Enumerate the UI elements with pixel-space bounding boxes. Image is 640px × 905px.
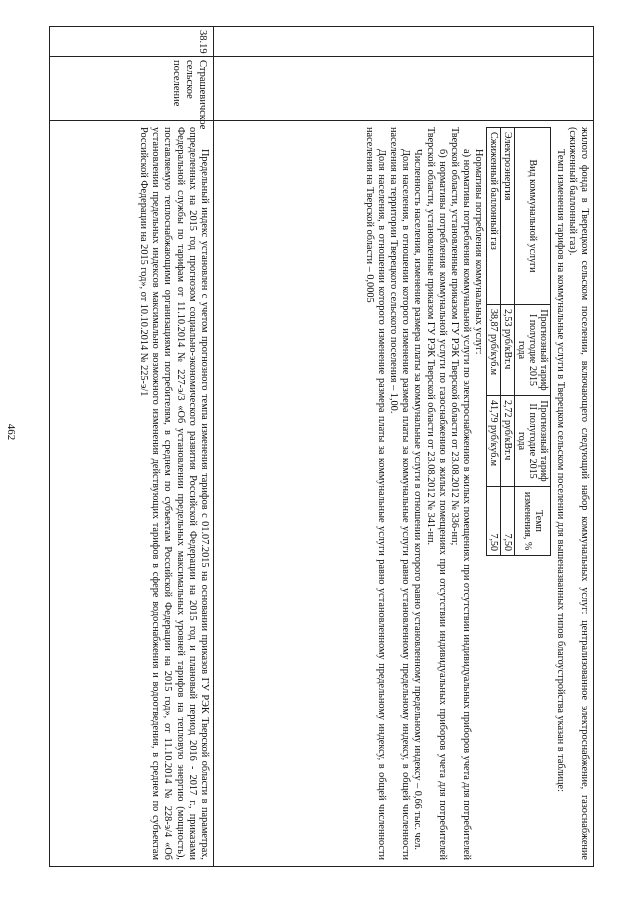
tariff-header-row	[515, 128, 551, 556]
tariff-row	[487, 128, 501, 556]
page-number: 462	[5, 423, 17, 441]
row-number	[214, 27, 594, 57]
service-cell: Электроэнергия	[501, 128, 515, 305]
tariff-cell: 2,72 руб/кВт.ч	[501, 396, 515, 487]
tariff-cell: 41,79 руб/куб.м	[487, 396, 501, 487]
paragraph: Темп изменения тарифов на коммунальные услуги в Тверецком сельском поселении для вышеназванных типов благоустройства указан в таблице:	[554, 149, 566, 792]
header-cell: Темп изменения, %	[515, 487, 551, 556]
tariff-row	[501, 128, 515, 556]
paragraph: б) нормативы потребления коммунальной услуги по газоснабжению в жилых помещениях при отсутствии индивидуальных приборов учета для потребителей Тверской области, установленные приказом ГУ РЭК Тверской области от 23.08.2012 № 341-нп.	[424, 127, 448, 860]
paragraph: Нормативы потребления коммунальных услуг:	[473, 149, 485, 355]
rate-cell: 7,50	[501, 487, 515, 556]
header-cell: Прогнозный тариф II полугодие 2015 года	[515, 396, 551, 487]
paragraph: жилого фонда в Тверецком сельском поселении, включающего следующий набор коммунальных услуг: централизованное электроснабжение, газоснабжение (сжиженный баллонный газ).	[566, 127, 590, 860]
row-number: 38.19	[50, 27, 214, 57]
paragraph: Доля населения, в отношении которого изменение размера платы за коммунальные услуги равно установленному предельному индексу, в общей численности населения на Тверской области – 0,0005	[363, 127, 387, 860]
row-text	[214, 121, 594, 867]
tariff-table	[486, 127, 551, 556]
paragraph: Предельный индекс установлен с учетом прогнозного темпа изменения тарифов с 01.07.2015 на основании приказов ГУ РЭК Тверской области в параметрах, определенных на 2015 год прогнозом социально-экономического развития Российской Федерации на 2015 год и плановый период 2016 - 2017 г., приказами Федеральной службы по тарифам от 11.10.2014 № 227-э/3 «Об установлении предельных максимальных уровней тарифов на тепловую энергию (мощность), поставляемую теплоснабжающими организациями потребителям, в среднем по субъектам Российской Федерации на 2015 год», от 11.10.2014 № 228-э/4 «Об установлении предельных индексов максимально возможного изменения действующих тарифов в сфере водоснабжения и водоотведения, в среднем по субъектам Российской Федерации на 2015 год», от 10.10.2014 № 225-э/1	[137, 127, 210, 860]
service-cell: Сжиженный баллонный газ	[487, 128, 501, 305]
table-row	[214, 27, 594, 867]
tariff-cell: 38,87 руб/куб.м	[487, 305, 501, 396]
settlement-name	[214, 57, 594, 121]
settlement-name: Страшевичское сельское поселение	[50, 57, 214, 121]
main-table	[49, 26, 594, 867]
paragraph: Численность населения, изменение размера платы за коммунальные услуги в отношении которого равно установленному предельному индексу – 0,66 тыс. чел.	[412, 149, 424, 850]
paragraph: а) нормативы потребления коммунальной услуги по электроснабжению в жилых помещениях при отсутствии индивидуальных приборов учета для потребителей Тверской области, установленные приказом ГУ РЭК Тверской области от 23.08.2012 № 336-нп;	[448, 127, 473, 860]
tariff-cell: 2,53 руб/кВт.ч	[501, 305, 515, 396]
rotated-page	[49, 26, 594, 866]
table-row	[50, 27, 214, 867]
row-text	[50, 121, 214, 867]
rate-cell: 7,50	[487, 487, 501, 556]
header-cell: Вид коммунальной услуги	[515, 128, 551, 305]
header-cell: Прогнозный тариф I полугодие 2015 года	[515, 305, 551, 396]
paragraph: Доля населения, в отношении которого изменение размера платы за коммунальные услуги равно установленному предельному индексу, в общей численности населения на территории Тверецкого сельского поселения – 1,00.	[387, 127, 412, 860]
